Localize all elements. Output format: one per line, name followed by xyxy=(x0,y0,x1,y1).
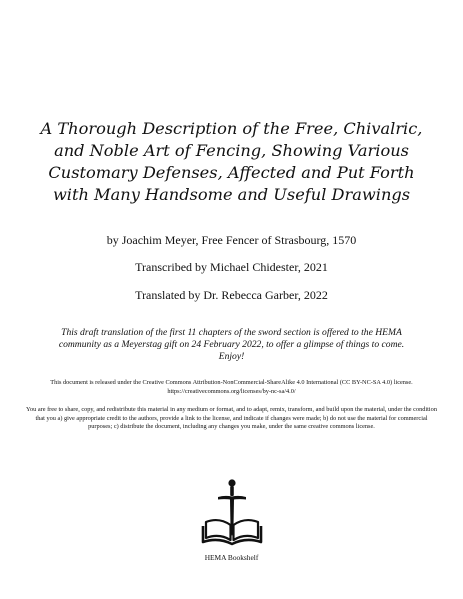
license-terms: You are free to share, copy, and redistribute this material in any medium or format, and to adapt, remix, transform, and build upon the material, under the condition that you a) give appropriate credit to the authors, provide a link to the license, and indicate if changes were made; b) do not use the material for commercial purposes; c) distribute the document, including any changes you make, under the same creative commons license. xyxy=(26,406,437,431)
draft-note: This draft translation of the first 11 chapters of the sword section is offered to the HEMA community as a Meyerstag gift on 24 February 2022, to offer a glimpse of things to come. Enjoy! xyxy=(58,327,405,362)
document-title: A Thorough Description of the Free, Chivalric, and Noble Art of Fencing, Showing Various Customary Defenses, Affected and Put Forth with Many Handsome and Useful Drawings xyxy=(40,119,423,204)
publisher-name: HEMA Bookshelf xyxy=(204,553,259,562)
transcriber-line: Transcribed by Michael Chidester, 2021 xyxy=(135,260,328,274)
translator-line: Translated by Dr. Rebecca Garber, 2022 xyxy=(135,288,328,302)
author-line: by Joachim Meyer, Free Fencer of Strasbourg, 1570 xyxy=(106,233,357,247)
license-statement: This document is released under the Creative Commons Attribution-NonCommercial-ShareAlike 4.0 International (CC BY-NC-SA 4.0) license. https://creativecommons.org/licenses/by-nc-sa/4.0/ xyxy=(50,379,413,395)
sword-book-icon xyxy=(201,478,263,546)
